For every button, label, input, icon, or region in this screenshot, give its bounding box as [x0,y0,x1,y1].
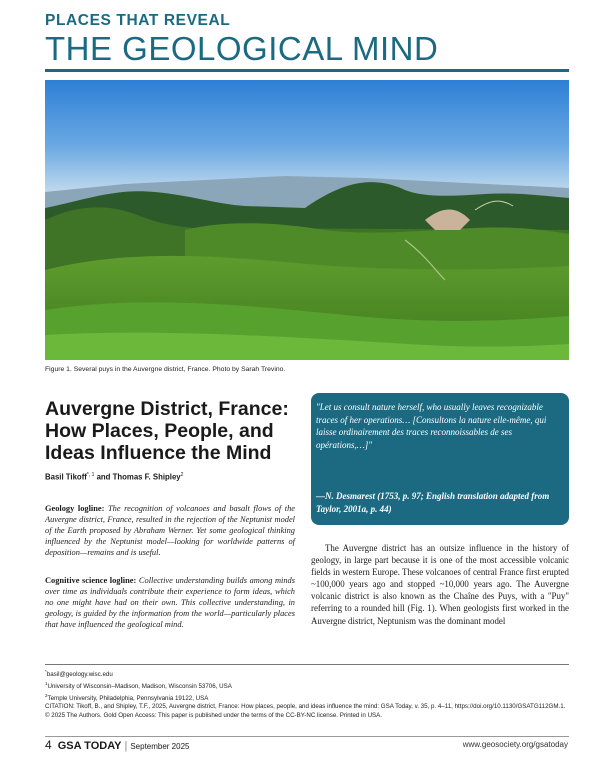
series-title: THE GEOLOGICAL MIND [45,30,439,67]
geology-logline [45,503,295,558]
website-link[interactable]: www.geosociety.org/gsatoday [462,740,568,749]
landscape-photo [45,80,569,360]
body-paragraph: The Auvergne district has an outsize influence in the history of geology, in large part because it is one of the most accessible volcanic fields in western Europe. These volcanoes of central France first erupted ~100,000 years ago and stopped ~10,000 years ago. The Auvergne volcanic district is also known as the Chaîne des Puys, with a "Puy" referring to a rounded hill (Fig. 1). When geologists first worked in the Auvergne district, Neptunism was the dominant model [311,543,569,626]
copyright: © 2025 The Authors. Gold Open Access: This paper is published under the terms of the CC-BY-NC license. Printed in USA. [45,712,383,719]
footer-rule [45,736,569,737]
footnote-rule [45,664,569,665]
footnotes [45,668,569,721]
figure-caption: Figure 1. Several puys in the Auvergne district, France. Photo by Sarah Trevino. [45,366,286,373]
author-line [45,472,183,482]
series-kicker: PLACES THAT REVEAL [45,12,231,29]
page-number: 4 [45,738,52,752]
footnote-mark: 2 [45,692,48,698]
quote-attribution: —N. Desmarest (1753, p. 97; English translation adapted from Taylor, 2001a, p. 44) [316,491,550,514]
author-affiliation-mark: *, 1 [86,472,95,478]
article-title: Auvergne District, France: How Places, People, and Ideas Influence the Mind [45,398,289,464]
logline-label: Cognitive science logline: [45,576,137,585]
footnote-email[interactable]: basil@geology.wisc.edu [46,671,113,679]
author-name: Basil Tikoff [45,472,87,482]
footnote-affiliation: Temple University, Philadelphia, Pennsylvania 19122, USA [47,694,209,702]
cognitive-logline [45,575,295,630]
footer-separator: | [124,740,128,752]
citation: CITATION: Tikoff, B., and Shipley, T.F., 2025, Auvergne district, France: How places, people, and ideas influence the mind: GSA Today, v. 35, p. 4–11, https://doi.org/10.1130/GSATG112GM.1. [45,703,566,711]
pull-quote: "Let us consult nature herself, who usually leaves recognizable traces of her operations… [Consultons la nature elle-même, qui laisse ordinairement des traces reconnoissables de ses opérations,…]" [316,402,547,451]
logline-text: The recognition of volcanoes and basalt flows of the Auvergne district, France, resulted in the rejection of the Neptunist model of the Earth proposed by Abraham Werner. Yet some geological thinking influenced by the Neptunist model—looking for worldwide patterns of deposition—remains and is useful. [45,504,296,557]
journal-name: GSA TODAY [57,740,122,752]
footnote-mark: * [45,669,47,674]
logline-text: Collective understanding builds among minds over time as individuals contribute their experience to form ideas, which no one might have had on their own. This collective understanding, in geology, is guided by the information from the world—particularly places that have influenced the geological mind. [45,576,296,629]
logline-label: Geology logline: [45,504,105,513]
page-footer [45,738,189,752]
footnote-mark: 1 [45,680,48,686]
author-affiliation-mark: 2 [180,472,184,478]
footnote-affiliation: University of Wisconsin–Madison, Madison, Wisconsin 53706, USA [47,682,232,690]
issue-date: September 2025 [130,742,190,751]
author-name: and Thomas F. Shipley [94,472,181,482]
header-rule [45,69,569,72]
